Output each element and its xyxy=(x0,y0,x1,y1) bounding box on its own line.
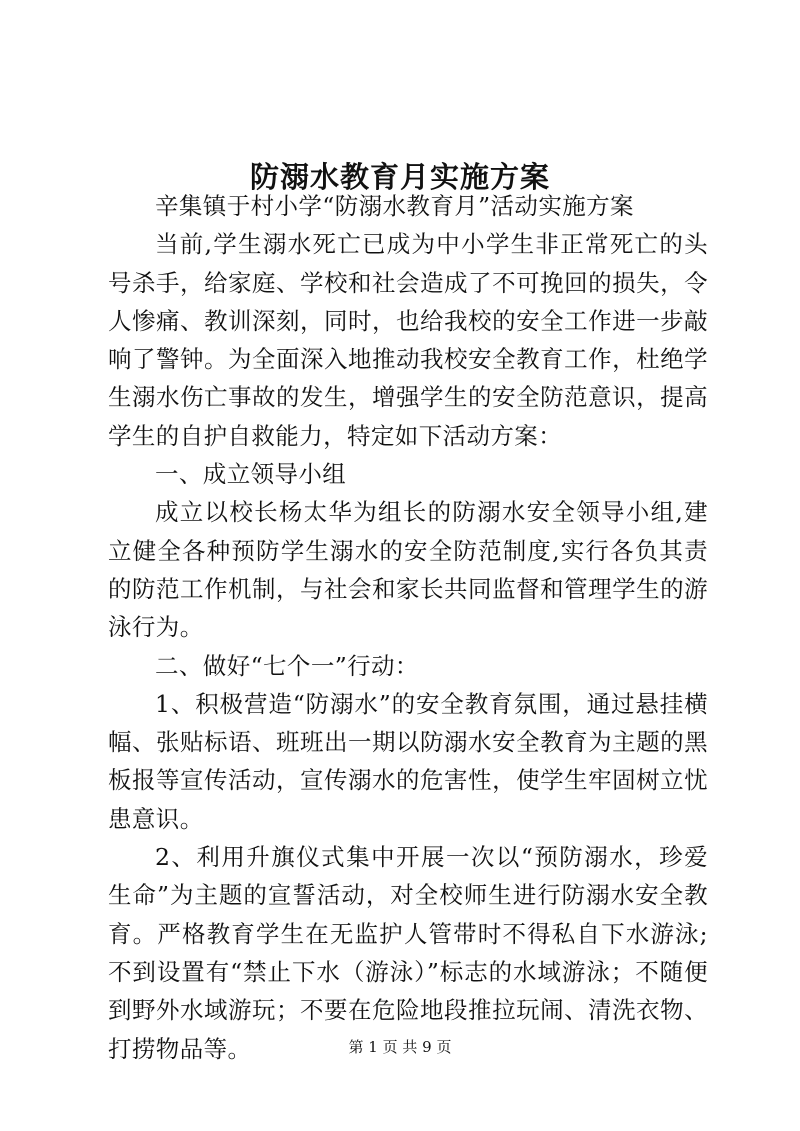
leadership-group-paragraph: 成立以校长杨太华为组长的防溺水安全领导小组,建立健全各种预防学生溺水的安全防范制度,实行各负其责的防范工作机制，与社会和家长共同监督和管理学生的游泳行为。 xyxy=(108,498,708,642)
document-title: 防溺水教育月实施方案 xyxy=(249,160,550,195)
action-item-two: 2、利用升旗仪式集中开展一次以“预防溺水，珍爱生命”为主题的宣誓活动，对全校师生进行防溺水安全教育。严格教育学生在无监护人管带时不得私自下水游泳;不到设置有“禁止下水（游泳）”标志的水域游泳；不随便到野外水域游玩；不要在危险地段推拉玩闹、清洗衣物、打捞物品等。 xyxy=(108,843,708,1063)
introduction-paragraph: 当前,学生溺水死亡已成为中小学生非正常死亡的头号杀手，给家庭、学校和社会造成了不可挽回的损失，令人惨痛、教训深刻，同时，也给我校的安全工作进一步敲响了警钟。为全面深入地推动我校安全教育工作，杜绝学生溺水伤亡事故的发生，增强学生的安全防范意识，提高学生的自护自救能力，特定如下活动方案： xyxy=(108,230,708,450)
section-two-heading: 二、做好“七个一”行动： xyxy=(155,651,419,680)
page-number-footer: 第 1 页 共 9 页 xyxy=(348,1038,452,1056)
document-body xyxy=(108,187,708,1068)
school-plan-heading: 辛集镇于村小学“防溺水教育月”活动实施方案 xyxy=(155,192,634,220)
section-one-heading: 一、成立领导小组 xyxy=(155,460,347,489)
action-item-one: 1、积极营造“防溺水”的安全教育氛围，通过悬挂横幅、张贴标语、班班出一期以防溺水安全教育为主题的黑板报等宣传活动，宣传溺水的危害性，使学生牢固树立忧患意识。 xyxy=(108,689,708,833)
